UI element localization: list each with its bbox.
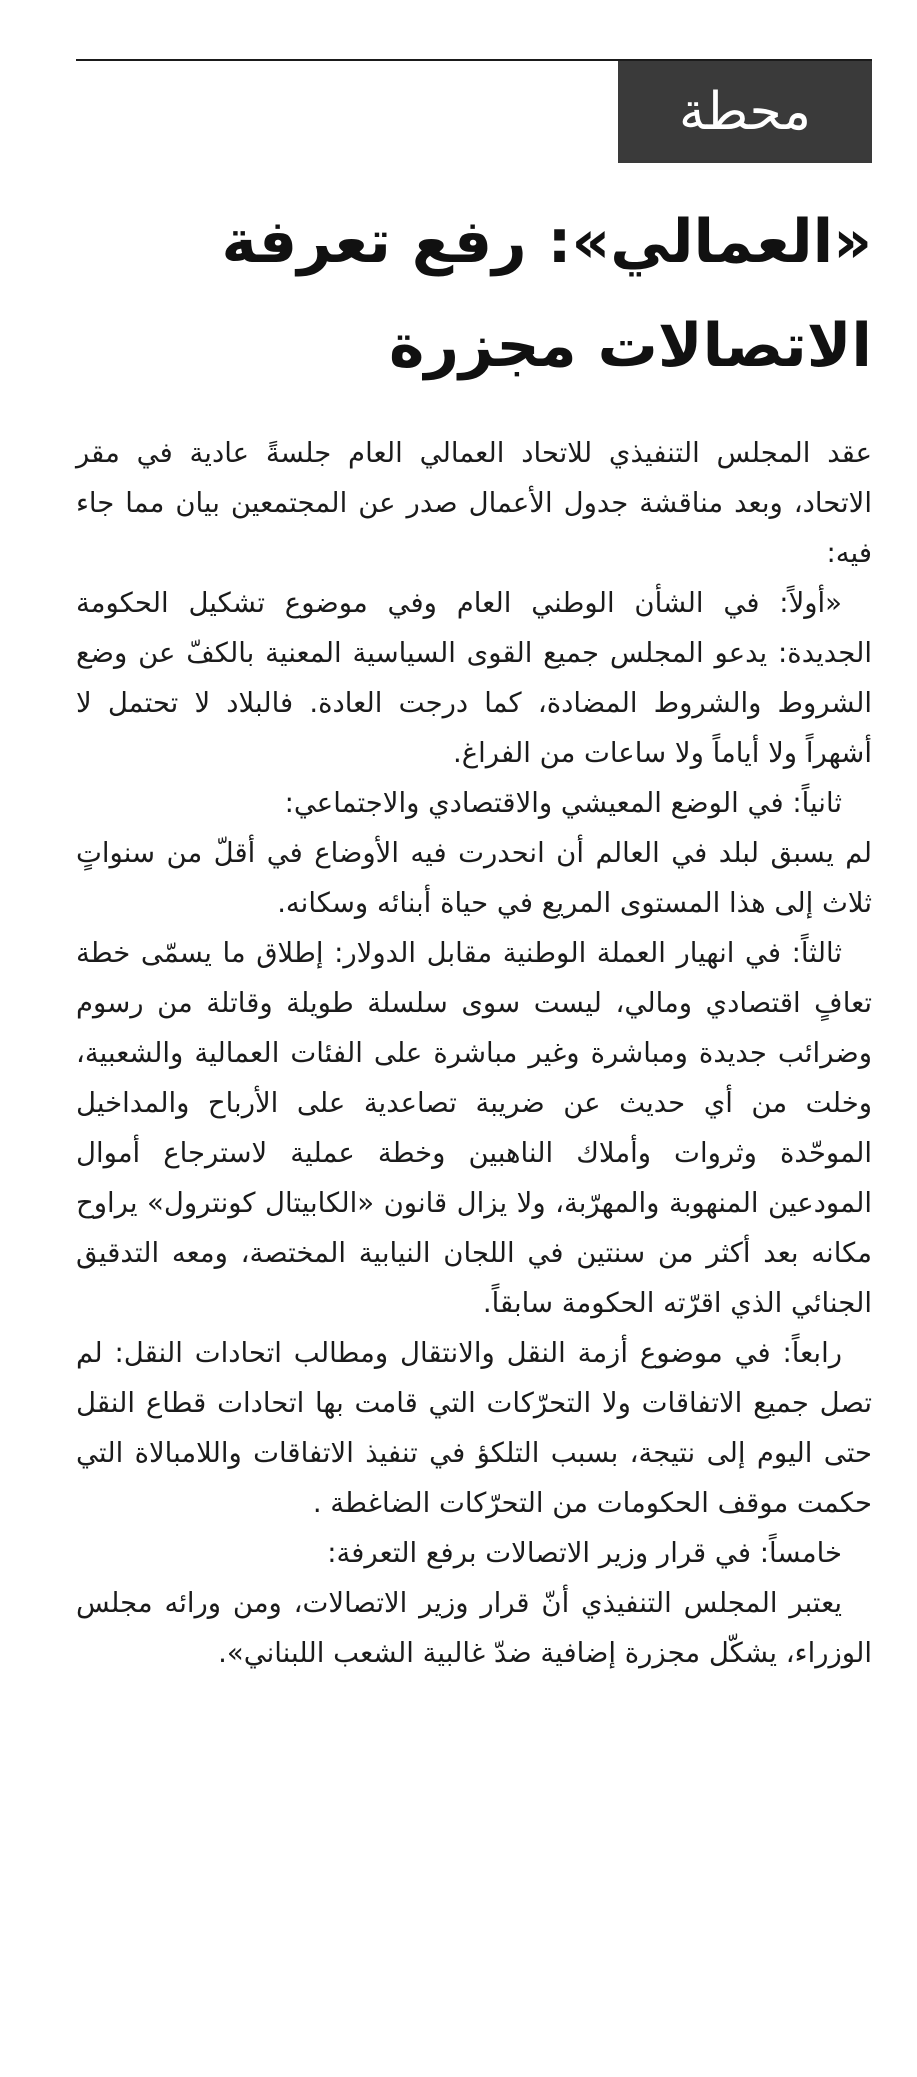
paragraph-fifth-body: يعتبر المجلس التنفيذي أنّ قرار وزير الاتصالات، ومن ورائه مجلس الوزراء، يشكّل مجزرة إضافية ضدّ غالبية الشعب اللبناني». (76, 1587, 872, 1669)
article-headline (76, 190, 872, 398)
paragraph-intro: عقد المجلس التنفيذي للاتحاد العمالي العام جلسةً عادية في مقر الاتحاد، وبعد مناقشة جدول الأعمال صدر عن المجتمعين بيان مما جاء فيه: (76, 437, 872, 569)
paragraph-second-heading: ثانياً: في الوضع المعيشي والاقتصادي والاجتماعي: (284, 787, 842, 819)
headline-line-2: الاتصالات مجزرة (389, 311, 872, 381)
paragraph-first: «أولاً: في الشأن الوطني العام وفي موضوع تشكيل الحكومة الجديدة: يدعو المجلس جميع القوى السياسية المعنية بالكفّ عن وضع الشروط والشروط المضادة، كما درجت العادة. فالبلاد لا تحتمل لا أشهراً ولا أياماً ولا ساعات من الفراغ. (76, 587, 872, 769)
paragraph-third: ثالثاً: في انهيار العملة الوطنية مقابل الدولار: إطلاق ما يسمّى خطة تعافٍ اقتصادي ومالي، ليست سوى سلسلة طويلة وقاتلة من رسوم وضرائب جديدة ومباشرة وغير مباشرة على الفئات العمالية والشعبية، وخلت من أي حديث عن ضريبة تصاعدية على الأرباح والمداخيل الموحّدة وثروات وأملاك الناهبين وخطة عملية لاسترجاع أموال المودعين المنهوبة والمهرّبة، ولا يزال قانون «الكابيتال كونترول» يراوح مكانه بعد أكثر من سنتين في اللجان النيابية المختصة، ومعه التدقيق الجنائي الذي اقرّته الحكومة سابقاً. (76, 937, 872, 1319)
paragraph-fourth: رابعاً: في موضوع أزمة النقل والانتقال ومطالب اتحادات النقل: لم تصل جميع الاتفاقات ولا التحرّكات التي قامت بها اتحادات قطاع النقل حتى اليوم إلى نتيجة، بسبب التلكؤ في تنفيذ الاتفاقات واللامبالاة التي حكمت موقف الحكومات من التحرّكات الضاغطة . (76, 1337, 872, 1519)
paragraph-second-body: لم يسبق لبلد في العالم أن انحدرت فيه الأوضاع في أقلّ من سنواتٍ ثلاث إلى هذا المستوى المريع في حياة أبنائه وسكانه. (76, 837, 872, 919)
paragraph-fifth-heading: خامساً: في قرار وزير الاتصالات برفع التعرفة: (327, 1537, 842, 1569)
section-label: محطة (618, 61, 872, 163)
article-body (76, 428, 872, 1678)
headline-line-1: «العمالي»: رفع تعرفة (221, 207, 872, 277)
